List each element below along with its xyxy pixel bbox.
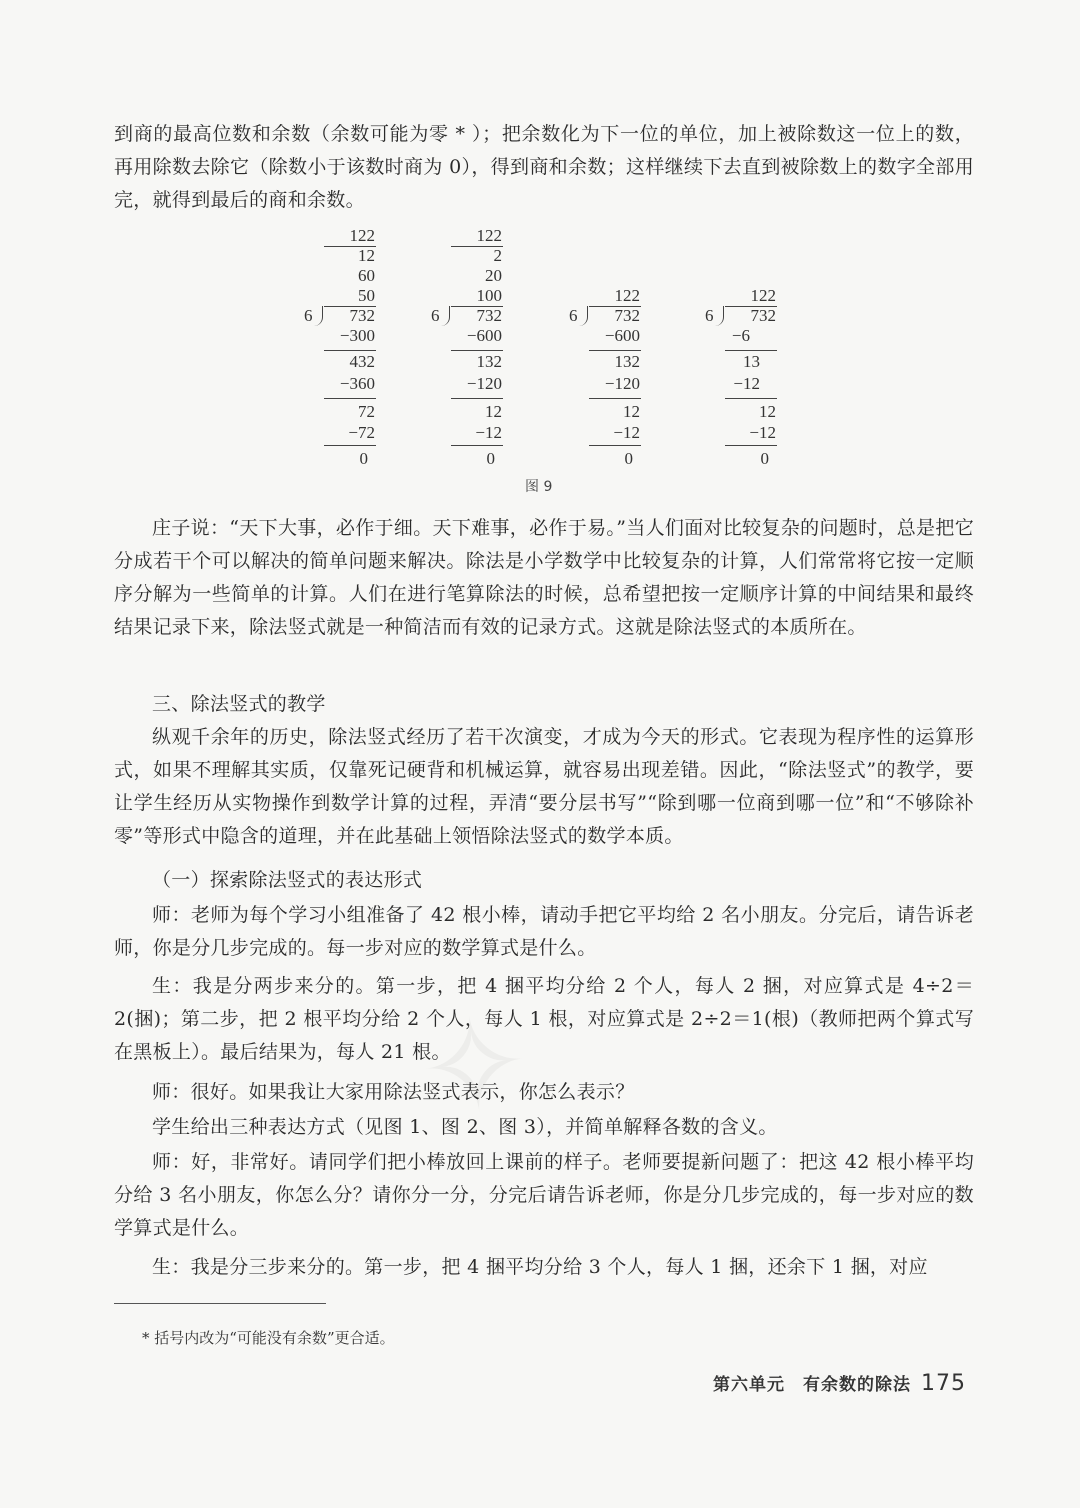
paragraph-teacher-2: 师：很好。如果我让大家用除法竖式表示，你怎么表示？ xyxy=(152,1081,635,1103)
step-value: −12 xyxy=(749,423,776,442)
step-value: 132 xyxy=(476,352,502,371)
step-value: 72 xyxy=(358,402,375,421)
section-heading: 三、除法竖式的教学 xyxy=(152,693,326,715)
dividend: 732 xyxy=(349,306,375,325)
rule xyxy=(589,445,641,446)
step-value: −12 xyxy=(475,423,502,442)
dividend: 732 xyxy=(614,306,640,325)
division-figure-4 xyxy=(701,226,791,471)
step-value: −600 xyxy=(604,326,640,345)
rule xyxy=(451,398,503,399)
step-value: −72 xyxy=(348,423,375,442)
remainder: 0 xyxy=(486,449,495,468)
figure-caption: 图 9 xyxy=(525,479,553,495)
rule xyxy=(451,350,503,351)
step-value: −6 xyxy=(731,326,750,345)
partial-quotient: 12 xyxy=(358,246,375,265)
rule xyxy=(589,350,641,351)
chapter-title: 第六单元 有余数的除法 xyxy=(713,1375,911,1395)
rule xyxy=(725,398,777,399)
dividend: 732 xyxy=(750,306,776,325)
step-value: 12 xyxy=(623,402,640,421)
paragraph-teacher-3: 师：好，非常好。请同学们把小棒放回上课前的样子。老师要提新问题了：把这 42 根小棒平均分给 3 名小朋友，你怎么分？请你分一分，分完后请告诉老师，你是分几步完成的，每一步对应的数学算式是什么。 xyxy=(114,1151,974,1239)
partial-quotient: 50 xyxy=(358,286,375,305)
step-value: 13 xyxy=(743,352,760,371)
paragraph-student-2: 生：我是分三步来分的。第一步，把 4 捆平均分给 3 个人，每人 1 捆，还余下 1 捆，对应 xyxy=(152,1256,928,1278)
step-value: 432 xyxy=(349,352,375,371)
partial-quotient: 20 xyxy=(485,266,502,285)
division-bracket xyxy=(314,306,323,326)
dividend: 732 xyxy=(476,306,502,325)
step-value: −12 xyxy=(733,374,760,393)
rule xyxy=(589,398,641,399)
step-value: −12 xyxy=(613,423,640,442)
rule xyxy=(725,445,777,446)
paragraph-division-algorithm: 到商的最高位数和余数（余数可能为零 * ）；把余数化为下一位的单位，加上被除数这一位上的数，再用除数去除它（除数小于该数时商为 0），得到商和余数；这样继续下去直到被除数上的数字全部用完，就得到最后的商和余数。 xyxy=(114,123,974,211)
divisor: 6 xyxy=(705,306,714,325)
partial-quotient: 60 xyxy=(358,266,375,285)
footnote: * 括号内改为“可能没有余数”更合适。 xyxy=(142,1329,395,1347)
quotient: 122 xyxy=(614,286,640,305)
division-bracket xyxy=(715,306,724,326)
remainder: 0 xyxy=(624,449,633,468)
paragraph-zhuangzi: 庄子说：“天下大事，必作于细。天下难事，必作于易。”当人们面对比较复杂的问题时，总是把它分成若干个可以解决的简单问题来解决。除法是小学数学中比较复杂的计算，人们常常将它按一定顺序分解为一些简单的计算。人们在进行笔算除法的时候，总希望把按一定顺序计算的中间结果和最终结果记录下来，除法竖式就是一种简洁而有效的记录方式。这就是除法竖式的本质所在。 xyxy=(114,517,974,638)
partial-quotient-total: 122 xyxy=(349,226,375,245)
step-value: −120 xyxy=(466,374,502,393)
partial-quotient: 2 xyxy=(493,246,502,265)
step-value: −300 xyxy=(339,326,375,345)
division-figure-2 xyxy=(427,226,517,471)
quotient: 122 xyxy=(750,286,776,305)
subsection-heading: （一）探索除法竖式的表达形式 xyxy=(152,869,423,891)
divisor: 6 xyxy=(304,306,313,325)
step-value: 12 xyxy=(759,402,776,421)
paragraph-student-expressions: 学生给出三种表达方式（见图 1、图 2、图 3），并简单解释各数的含义。 xyxy=(152,1116,778,1138)
rule xyxy=(725,350,777,351)
partial-quotient-total: 122 xyxy=(476,226,502,245)
partial-quotient: 100 xyxy=(476,286,502,305)
divisor: 6 xyxy=(431,306,440,325)
footnote-divider xyxy=(114,1303,326,1304)
divisor: 6 xyxy=(569,306,578,325)
step-value: 12 xyxy=(485,402,502,421)
step-value: 132 xyxy=(614,352,640,371)
rule xyxy=(324,350,376,351)
rule xyxy=(451,445,503,446)
page-number: 175 xyxy=(921,1371,966,1396)
paragraph-history: 纵观千余年的历史，除法竖式经历了若干次演变，才成为今天的形式。它表现为程序性的运算形式，如果不理解其实质，仅靠死记硬背和机械运算，就容易出现差错。因此，“除法竖式”的教学，要让学生经历从实物操作到数学计算的过程，弄清“要分层书写”“除到哪一位商到哪一位”和“不够除补零”等形式中隐含的道理，并在此基础上领悟除法竖式的数学本质。 xyxy=(114,726,974,847)
division-figure-3 xyxy=(565,226,655,471)
step-value: −120 xyxy=(604,374,640,393)
paragraph-student-1: 生：我是分两步来分的。第一步，把 4 捆平均分给 2 个人，每人 2 捆，对应算式是 4÷2＝2(捆)；第二步，把 2 根平均分给 2 个人，每人 1 根，对应算式是 2÷2＝1(根)（教师把两个算式写在黑板上）。最后结果为，每人 21 根。 xyxy=(114,975,974,1063)
paragraph-teacher-1: 师：老师为每个学习小组准备了 42 根小棒，请动手把它平均给 2 名小朋友。分完后，请告诉老师，你是分几步完成的。每一步对应的数学算式是什么。 xyxy=(114,904,974,959)
step-value: −600 xyxy=(466,326,502,345)
division-bracket xyxy=(579,306,588,326)
division-figure-1 xyxy=(300,226,390,471)
remainder: 0 xyxy=(760,449,769,468)
rule xyxy=(324,398,376,399)
remainder: 0 xyxy=(359,449,368,468)
page-footer xyxy=(713,1370,966,1396)
rule xyxy=(324,445,376,446)
step-value: −360 xyxy=(339,374,375,393)
division-bracket xyxy=(441,306,450,326)
